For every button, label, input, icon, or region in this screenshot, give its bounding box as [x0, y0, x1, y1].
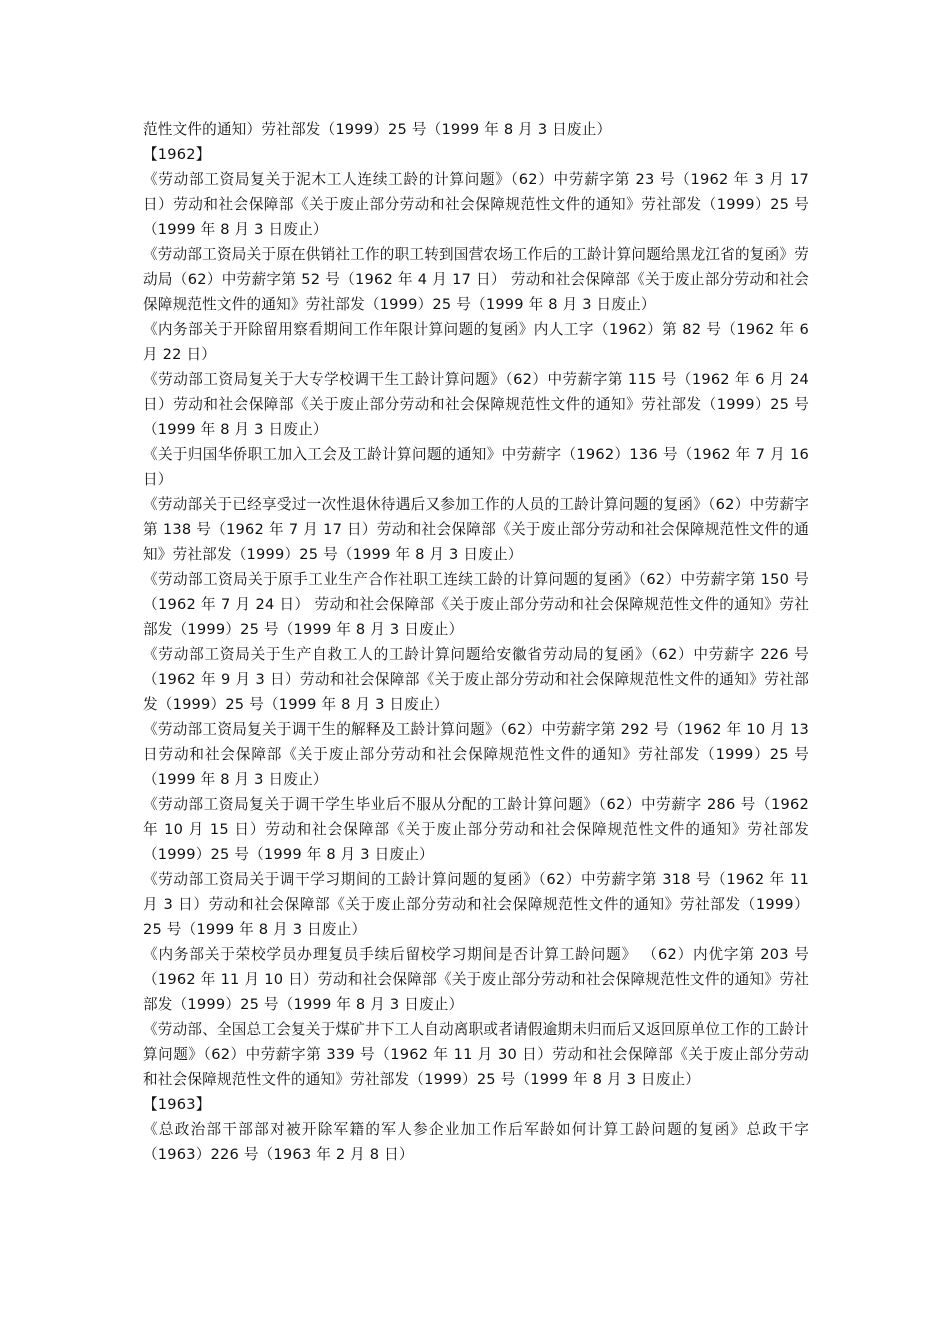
document-entry: 《内务部关于荣校学员办理复员手续后留校学习期间是否计算工龄问题》 （62）内优字第 203 号（1962 年 11 月 10 日）劳动和社会保障部《关于废止部分劳动和社会保障规范性文件的通知》劳社部发（1999）25 号（1999 年 8 月 3 日废止） — [143, 946, 809, 1013]
document-page — [143, 117, 809, 1167]
document-entry: 《劳动部工资局复关于调干学生毕业后不服从分配的工龄计算问题》（62）中劳薪字 286 号（1962 年 10 月 15 日）劳动和社会保障部《关于废止部分劳动和社会保障规范性文件的通知》劳社部发（1999）25 号（1999 年 8 月 3 日废止） — [143, 796, 809, 863]
document-entry: 《关于归国华侨职工加入工会及工龄计算问题的通知》中劳薪字（1962）136 号（1962 年 7 月 16 日） — [143, 446, 809, 488]
document-entry: 《劳动部工资局复关于大专学校调干生工龄计算问题》（62）中劳薪字第 115 号（1962 年 6 月 24 日）劳动和社会保障部《关于废止部分劳动和社会保障规范性文件的通知》劳社部发（1999）25 号（1999 年 8 月 3 日废止） — [143, 371, 809, 438]
year-heading-1963: 【1963】 — [143, 1096, 211, 1113]
document-entry: 《劳动部工资局关于原在供销社工作的职工转到国营农场工作后的工龄计算问题给黑龙江省的复函》劳动局（62）中劳薪字第 52 号（1962 年 4 月 17 日） 劳动和社会保障部《关于废止部分劳动和社会保障规范性文件的通知》劳社部发（1999）25 号（1999 年 8 月 3 日废止） — [143, 246, 809, 313]
document-entry: 《劳动部工资局关于生产自救工人的工龄计算问题给安徽省劳动局的复函》（62）中劳薪字 226 号（1962 年 9 月 3 日）劳动和社会保障部《关于废止部分劳动和社会保障规范性文件的通知》劳社部发（1999）25 号（1999 年 8 月 3 日废止） — [143, 646, 809, 713]
document-entry: 《劳动部、全国总工会复关于煤矿井下工人自动离职或者请假逾期未归而后又返回原单位工作的工龄计算问题》（62）中劳薪字第 339 号（1962 年 11 月 30 日）劳动和社会保障部《关于废止部分劳动和社会保障规范性文件的通知》劳社部发（1999）25 号（1999 年 8 月 3 日废止） — [143, 1021, 809, 1088]
document-entry: 《劳动部工资局复关于调干生的解释及工龄计算问题》（62）中劳薪字第 292 号（1962 年 10 月 13 日劳动和社会保障部《关于废止部分劳动和社会保障规范性文件的通知》劳社部发（1999）25 号（1999 年 8 月 3 日废止） — [143, 721, 809, 788]
document-entry: 《内务部关于开除留用察看期间工作年限计算问题的复函》内人工字（1962）第 82 号（1962 年 6 月 22 日） — [143, 321, 809, 363]
document-entry: 《劳动部工资局复关于泥木工人连续工龄的计算问题》（62）中劳薪字第 23 号（1962 年 3 月 17 日）劳动和社会保障部《关于废止部分劳动和社会保障规范性文件的通知》劳社部发（1999）25 号（1999 年 8 月 3 日废止） — [143, 171, 809, 238]
document-entry: 《劳动部工资局关于调干学习期间的工龄计算问题的复函》（62）中劳薪字第 318 号（1962 年 11 月 3 日）劳动和社会保障部《关于废止部分劳动和社会保障规范性文件的通知》劳社部发（1999）25 号（1999 年 8 月 3 日废止） — [143, 871, 809, 938]
paragraph-continuation: 范性文件的通知）劳社部发（1999）25 号（1999 年 8 月 3 日废止） — [143, 121, 612, 138]
document-entry: 《劳动部工资局关于原手工业生产合作社职工连续工龄的计算问题的复函》（62）中劳薪字第 150 号（1962 年 7 月 24 日） 劳动和社会保障部《关于废止部分劳动和社会保障规范性文件的通知》劳社部发（1999）25 号（1999 年 8 月 3 日废止） — [143, 571, 809, 638]
year-heading-1962: 【1962】 — [143, 146, 211, 163]
document-entry: 《总政治部干部部对被开除军籍的军人参企业加工作后军龄如何计算工龄问题的复函》总政干字（1963）226 号（1963 年 2 月 8 日） — [143, 1121, 809, 1163]
document-entry: 《劳动部关于已经享受过一次性退休待遇后又参加工作的人员的工龄计算问题的复函》（62）中劳薪字第 138 号（1962 年 7 月 17 日）劳动和社会保障部《关于废止部分劳动和社会保障规范性文件的通知》劳社部发（1999）25 号（1999 年 8 月 3 日废止） — [143, 496, 809, 563]
